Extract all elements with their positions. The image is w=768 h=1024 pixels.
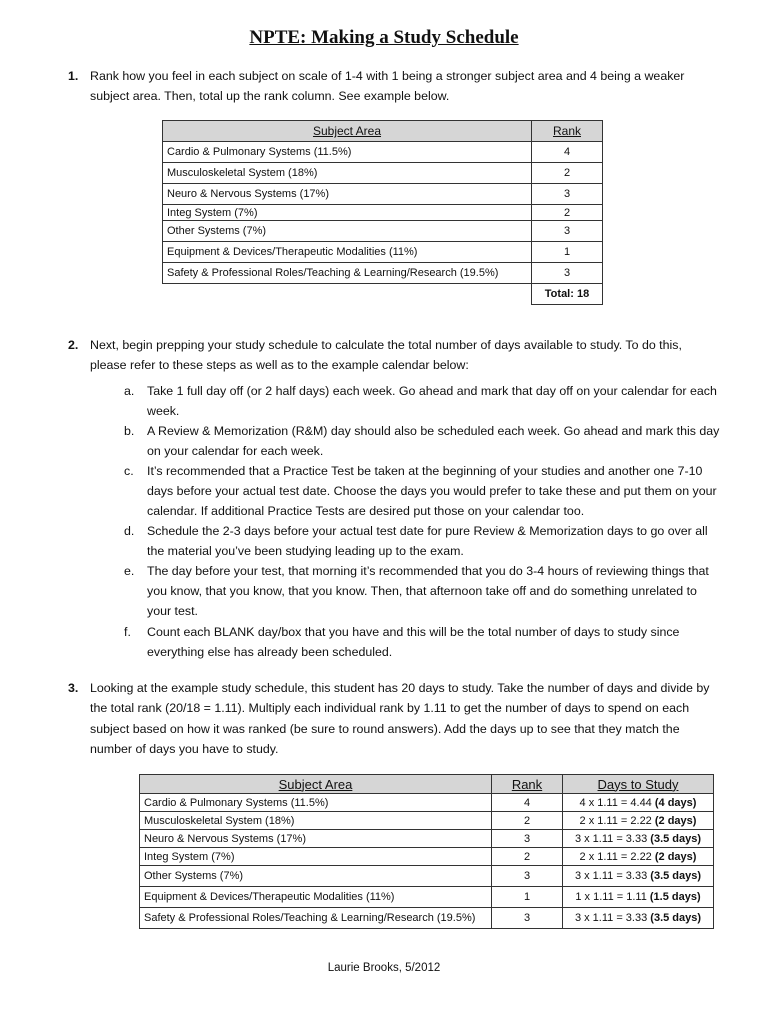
substep-letter: a. (124, 384, 135, 398)
subject-cell: Integ System (7%) (163, 205, 532, 221)
step-text: Rank how you feel in each subject on scale of 1-4 with 1 being a stronger subject area and 4 being a weaker subject area. Then, total up the rank column. See example below. (90, 69, 685, 104)
rank-cell: 2 (532, 163, 603, 184)
days-cell (563, 812, 714, 830)
subject-cell: Neuro & Nervous Systems (17%) (140, 830, 492, 848)
step-number: 3. (68, 681, 79, 695)
substep-text: Take 1 full day off (or 2 half days) each week. Go ahead and mark that day off on your calendar for each week. (147, 384, 717, 419)
substep-letter: b. (124, 424, 135, 438)
calc-text: 2 x 1.11 = 2.22 (579, 850, 652, 863)
days-cell (563, 848, 714, 866)
substep-text: Count each BLANK day/box that you have and this will be the total number of days to study since everything else has already been scheduled. (147, 625, 680, 660)
substep-letter: e. (124, 564, 135, 578)
step-3 (68, 678, 718, 760)
substep-letter: d. (124, 524, 135, 538)
table-row (140, 848, 714, 866)
rank-cell: 3 (532, 221, 603, 242)
rank-cell: 3 (492, 866, 563, 887)
table-row (140, 887, 714, 908)
rank-cell: 2 (492, 812, 563, 830)
days-result: (1.5 days) (649, 891, 701, 903)
table-row (163, 221, 603, 242)
rank-cell: 3 (532, 184, 603, 205)
table-row (163, 242, 603, 263)
header-days-to-study: Days to Study (563, 775, 714, 794)
table-row (140, 812, 714, 830)
substep-f (124, 622, 724, 662)
substep-text: A Review & Memorization (R&M) day should also be scheduled each week. Go ahead and mark this day on your calendar for each week. (147, 424, 720, 459)
calc-text: 3 x 1.11 = 3.33 (574, 912, 648, 924)
rank-cell: 3 (492, 830, 563, 848)
header-rank: Rank (492, 775, 563, 794)
substep-text: The day before your test, that morning it’s recommended that you do 3-4 hours of reviewing things that you know, that you know, that you know. Then, that afternoon take off and do something unrelated to your test. (147, 564, 709, 619)
days-result: (3.5 days) (650, 912, 702, 924)
table-header-row (163, 121, 603, 142)
subject-cell: Equipment & Devices/Therapeutic Modalities (11%) (140, 887, 492, 908)
substep-d (124, 521, 724, 561)
subject-cell: Integ System (7%) (140, 848, 492, 866)
days-result: (2 days) (654, 814, 697, 827)
substep-b (124, 421, 724, 461)
table-row (140, 908, 714, 929)
table-row (140, 866, 714, 887)
days-result: (3.5 days) (650, 832, 702, 845)
substep-text: Schedule the 2-3 days before your actual test date for pure Review & Memorization days to go over all the material you’ve been studying leading up to the exam. (147, 524, 708, 559)
subject-cell: Safety & Professional Roles/Teaching & Learning/Research (19.5%) (140, 908, 492, 929)
substep-c (124, 461, 724, 522)
table-row (163, 184, 603, 205)
table-row (140, 794, 714, 812)
days-cell (563, 794, 714, 812)
subject-cell: Cardio & Pulmonary Systems (11.5%) (163, 142, 532, 163)
substep-a (124, 381, 724, 421)
subject-cell: Musculoskeletal System (18%) (163, 163, 532, 184)
total-cell: Total: 18 (532, 284, 603, 305)
author-footer: Laurie Brooks, 5/2012 (327, 962, 441, 974)
subject-cell: Other Systems (7%) (140, 866, 492, 887)
table-row (163, 263, 603, 284)
total-row (163, 284, 603, 305)
step-2 (68, 335, 718, 376)
step-number: 2. (68, 338, 79, 352)
step-number: 1. (68, 69, 79, 83)
days-result: (3.5 days) (650, 870, 702, 882)
subject-cell: Musculoskeletal System (18%) (140, 812, 492, 830)
days-cell (563, 830, 714, 848)
days-cell (563, 866, 714, 887)
rank-cell: 2 (532, 205, 603, 221)
calc-text: 3 x 1.11 = 3.33 (574, 870, 648, 882)
calc-text: 2 x 1.11 = 2.22 (579, 814, 652, 827)
substep-letter: c. (124, 464, 134, 478)
step-text: Looking at the example study schedule, this student has 20 days to study. Take the number of days and divide by the total rank (20/18 = 1.11). Multiply each individual rank by 1.11 to get the number of days to spend on each subject based on how it was ranked (be sure to round answers). Add the days up to see that they match the number of days you have to study. (90, 681, 710, 757)
step-text: Next, begin prepping your study schedule to calculate the total number of days available to study. To do this, please refer to these steps as well as to the example calendar below: (90, 338, 682, 373)
subject-cell: Cardio & Pulmonary Systems (11.5%) (140, 794, 492, 812)
table-row (163, 163, 603, 184)
rank-cell: 1 (532, 242, 603, 263)
step-1 (68, 66, 718, 107)
days-cell (563, 887, 714, 908)
table-row (140, 830, 714, 848)
header-subject-area: Subject Area (140, 775, 492, 794)
days-to-study-table (139, 774, 714, 929)
table-row (163, 142, 603, 163)
empty-cell (163, 284, 532, 305)
rank-cell: 3 (532, 263, 603, 284)
rank-cell: 4 (492, 794, 563, 812)
days-cell (563, 908, 714, 929)
substep-letter: f. (124, 625, 131, 639)
subject-cell: Other Systems (7%) (163, 221, 532, 242)
header-subject-area: Subject Area (163, 121, 532, 142)
calc-text: 1 x 1.11 = 1.11 (575, 891, 647, 903)
table-header-row (140, 775, 714, 794)
table-row (163, 205, 603, 221)
rank-cell: 3 (492, 908, 563, 929)
rank-cell: 4 (532, 142, 603, 163)
days-result: (2 days) (654, 850, 697, 863)
days-result: (4 days) (654, 796, 697, 809)
substep-text: It’s recommended that a Practice Test be taken at the beginning of your studies and another one 7-10 days before your actual test date. Choose the days you would prefer to take these and put them on your calendar. If additional Practice Tests are desired put those on your calendar too. (147, 464, 717, 519)
header-rank: Rank (532, 121, 603, 142)
page-title: NPTE: Making a Study Schedule (249, 27, 519, 48)
subject-cell: Neuro & Nervous Systems (17%) (163, 184, 532, 205)
rank-cell: 2 (492, 848, 563, 866)
rank-cell: 1 (492, 887, 563, 908)
calc-text: 4 x 1.11 = 4.44 (579, 796, 652, 809)
subject-cell: Safety & Professional Roles/Teaching & Learning/Research (19.5%) (163, 263, 532, 284)
subject-cell: Equipment & Devices/Therapeutic Modalities (11%) (163, 242, 532, 263)
rank-table (162, 120, 603, 305)
calc-text: 3 x 1.11 = 3.33 (574, 832, 648, 845)
substep-e (124, 561, 724, 622)
